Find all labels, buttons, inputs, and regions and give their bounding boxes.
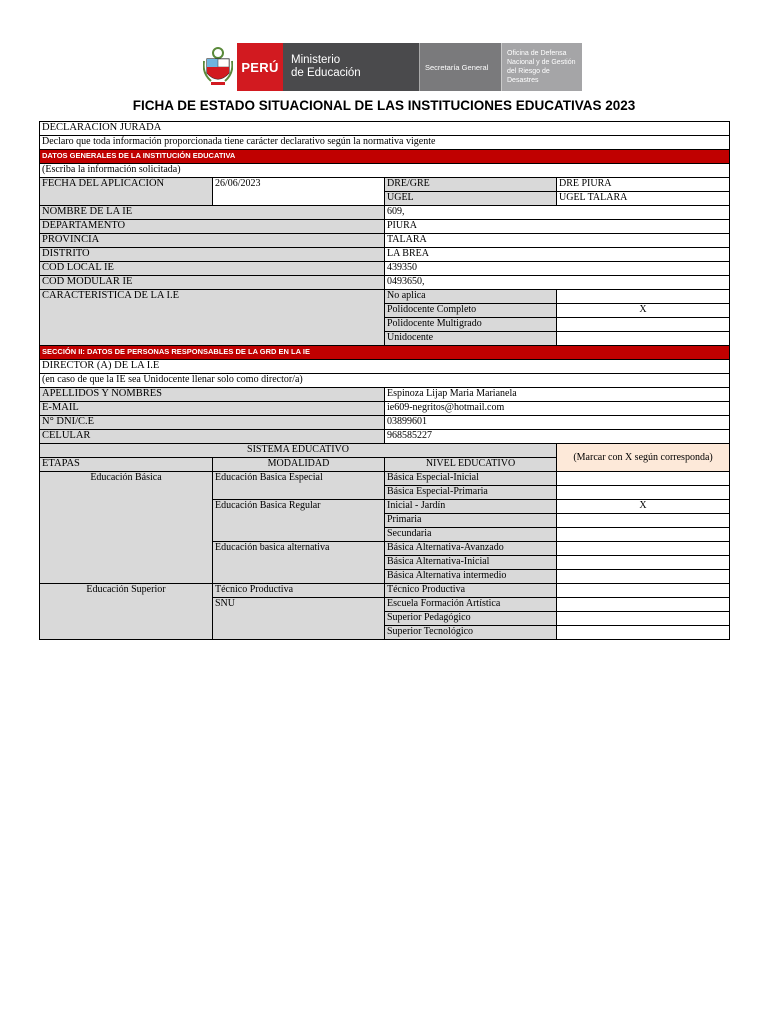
caracteristica-mark[interactable] — [557, 318, 730, 332]
celular-value[interactable]: 968585227 — [385, 430, 730, 444]
declaracion-heading: DECLARACIÓN JURADA — [40, 122, 730, 136]
caracteristica-mark[interactable]: X — [557, 304, 730, 318]
col-nivel: NIVEL EDUCATIVO — [385, 458, 557, 472]
declaracion-text-row — [40, 136, 730, 150]
nivel-label: Superior Pedagógico — [385, 612, 557, 626]
dni-row — [40, 416, 730, 430]
marcar-note: (Marcar con X según corresponda) — [557, 444, 730, 472]
nivel-label: Inicial - Jardín — [385, 500, 557, 514]
departamento-row — [40, 220, 730, 234]
apellidos-row — [40, 388, 730, 402]
nombre-value[interactable]: 609, — [385, 206, 730, 220]
oficina-line1: Oficina de Defensa — [507, 50, 567, 57]
secretaria-logo: Secretaría General — [419, 43, 501, 91]
caracteristica-mark[interactable] — [557, 290, 730, 304]
dre-value[interactable]: DRE PIURA — [557, 178, 730, 192]
provincia-value[interactable]: TALARA — [385, 234, 730, 248]
nombre-label: NOMBRE DE LA IE — [40, 206, 385, 220]
director-label: DIRECTOR (A) DE LA I.E — [40, 360, 730, 374]
cod-local-value[interactable]: 439350 — [385, 262, 730, 276]
caracteristica-option: Polidocente Completo — [385, 304, 557, 318]
declaracion-text: Declaro que toda información proporcionada tiene carácter declarativo según la normativa vigente — [40, 136, 730, 150]
section2-note-row — [40, 374, 730, 388]
nivel-label: Básica Alternativa intermedio — [385, 570, 557, 584]
nivel-mark[interactable] — [557, 584, 730, 598]
celular-label: CELULAR — [40, 430, 385, 444]
fecha-label: FECHA DEL APLICACIÓN — [40, 178, 213, 206]
dre-label: DRE/GRE — [385, 178, 557, 192]
nivel-mark[interactable] — [557, 612, 730, 626]
ficha-table — [39, 121, 730, 640]
nivel-mark[interactable] — [557, 542, 730, 556]
provincia-label: PROVINCIA — [40, 234, 385, 248]
cod-modular-row — [40, 276, 730, 290]
email-label: E-MAIL — [40, 402, 385, 416]
col-etapas: ETAPAS — [40, 458, 213, 472]
nivel-mark[interactable] — [557, 514, 730, 528]
director-row — [40, 360, 730, 374]
ministerio-logo — [283, 43, 419, 91]
nivel-label: Secundaria — [385, 528, 557, 542]
departamento-value[interactable]: PIURA — [385, 220, 730, 234]
etapa-basica: Educación Básica — [40, 472, 213, 584]
celular-row — [40, 430, 730, 444]
section1-header-row — [40, 150, 730, 164]
declaracion-heading-row — [40, 122, 730, 136]
cod-modular-value[interactable]: 0493650, — [385, 276, 730, 290]
oficina-line2: Nacional y de Gestión — [507, 59, 576, 66]
nivel-mark[interactable] — [557, 626, 730, 640]
distrito-label: DISTRITO — [40, 248, 385, 262]
nivel-label: Básica Especial-Inicial — [385, 472, 557, 486]
ugel-value[interactable]: UGEL TALARA — [557, 192, 730, 206]
nivel-mark[interactable] — [557, 528, 730, 542]
nivel-mark[interactable] — [557, 472, 730, 486]
peru-logo-label: PERÚ — [237, 43, 283, 91]
apellidos-label: APELLIDOS Y NOMBRES — [40, 388, 385, 402]
caracteristica-mark[interactable] — [557, 332, 730, 346]
nivel-mark[interactable] — [557, 556, 730, 570]
nivel-mark[interactable] — [557, 570, 730, 584]
sistema-title-row — [40, 444, 730, 458]
cod-modular-label: COD MODULAR IE — [40, 276, 385, 290]
header-logos — [199, 43, 582, 91]
caracteristica-option: Polidocente Multigrado — [385, 318, 557, 332]
email-value[interactable]: ie609-negritos@hotmail.com — [385, 402, 730, 416]
caracteristica-label: CARACTERISTICA DE LA I.E — [40, 290, 385, 346]
section1-note: (Escriba la información solicitada) — [40, 164, 730, 178]
caracteristica-row-0 — [40, 290, 730, 304]
nivel-label: Escuela Formación Artística — [385, 598, 557, 612]
modalidad-snu: SNU — [213, 598, 385, 640]
section1-note-row — [40, 164, 730, 178]
sistema-title: SISTEMA EDUCATIVO — [40, 444, 557, 458]
modalidad-especial: Educación Basica Especial — [213, 472, 385, 500]
cod-local-row — [40, 262, 730, 276]
section2-header-row — [40, 346, 730, 360]
nivel-label: Primaria — [385, 514, 557, 528]
dni-value[interactable]: 03899601 — [385, 416, 730, 430]
caracteristica-option: No aplica — [385, 290, 557, 304]
distrito-row — [40, 248, 730, 262]
provincia-row — [40, 234, 730, 248]
etapa-superior: Educación Superior — [40, 584, 213, 640]
modalidad-alternativa: Educación basica alternativa — [213, 542, 385, 584]
apellidos-value[interactable]: Espinoza Lijap Maria Marianela — [385, 388, 730, 402]
nivel-mark[interactable]: X — [557, 500, 730, 514]
ministerio-line2: de Educación — [291, 67, 361, 79]
section1-title: DATOS GENERALES DE LA INSTITUCIÓN EDUCATIVA — [40, 150, 730, 164]
nivel-mark[interactable] — [557, 598, 730, 612]
document-title: FICHA DE ESTADO SITUACIONAL DE LAS INSTITUCIONES EDUCATIVAS 2023 — [132, 98, 636, 113]
fecha-row — [40, 178, 730, 192]
nivel-label: Superior Tecnológico — [385, 626, 557, 640]
nivel-label: Básica Alternativa-Avanzado — [385, 542, 557, 556]
modalidad-tecnico: Técnico Productiva — [213, 584, 385, 598]
modalidad-regular: Educación Basica Regular — [213, 500, 385, 542]
nivel-label: Básica Especial-Primaria — [385, 486, 557, 500]
email-row — [40, 402, 730, 416]
oficina-logo — [501, 43, 582, 91]
dni-label: N° DNI/C.E — [40, 416, 385, 430]
nivel-mark[interactable] — [557, 486, 730, 500]
col-modalidad: MODALIDAD — [213, 458, 385, 472]
peru-coat-of-arms-icon — [199, 43, 237, 91]
oficina-line3: del Riesgo de Desastres — [507, 68, 550, 84]
form-container — [39, 121, 729, 640]
nivel-label: Básica Alternativa-Inicial — [385, 556, 557, 570]
section2-note: (en caso de que la IE sea Unidocente llenar solo como director/a) — [40, 374, 730, 388]
caracteristica-option: Unidocente — [385, 332, 557, 346]
cod-local-label: COD LOCAL IE — [40, 262, 385, 276]
fecha-value[interactable]: 26/06/2023 — [213, 178, 385, 206]
section2-title: SECCIÓN II: DATOS DE PERSONAS RESPONSABLES DE LA GRD EN LA IE — [40, 346, 730, 360]
nivel-row-0 — [40, 472, 730, 486]
superior-row-0 — [40, 584, 730, 598]
distrito-value[interactable]: LA BREA — [385, 248, 730, 262]
departamento-label: DEPARTAMENTO — [40, 220, 385, 234]
ministerio-line1: Ministerio — [291, 54, 341, 66]
ugel-label: UGEL — [385, 192, 557, 206]
nombre-row — [40, 206, 730, 220]
nivel-label: Técnico Productiva — [385, 584, 557, 598]
